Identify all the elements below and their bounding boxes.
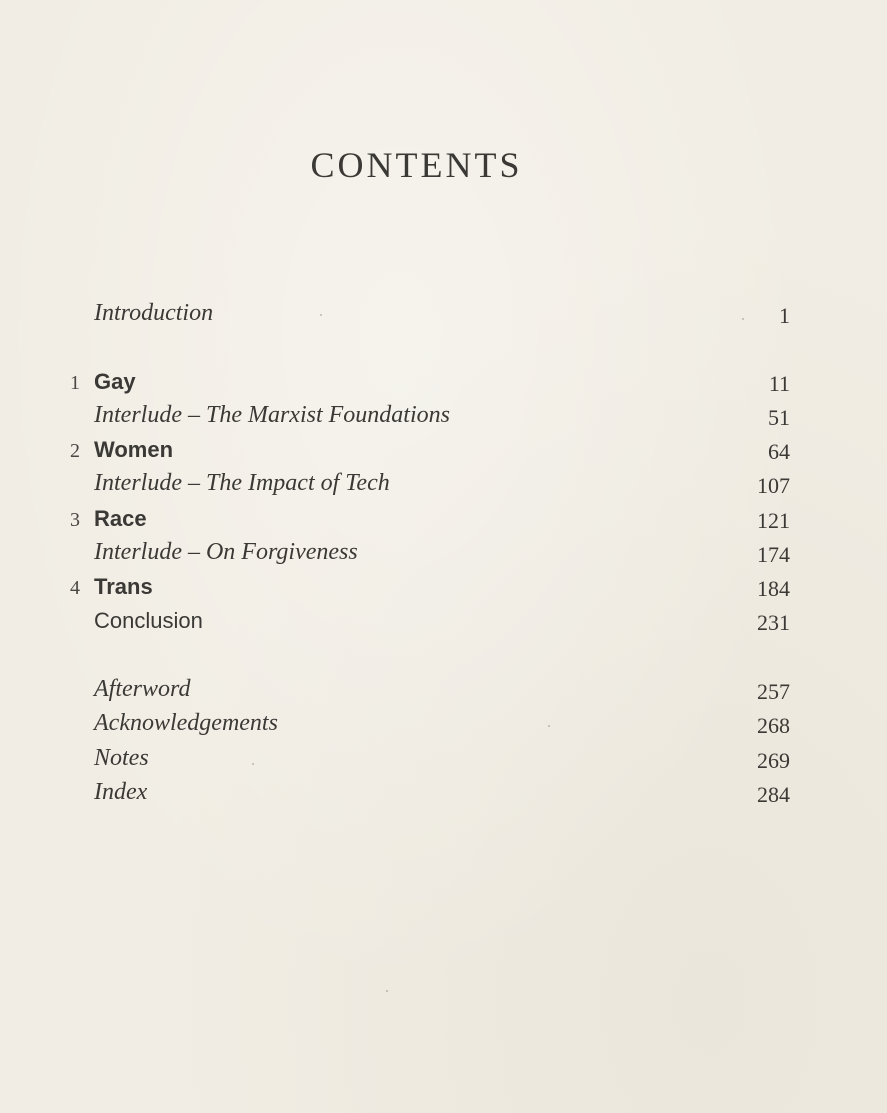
entry-number: 3 [70,509,80,531]
entry-title: Interlude – The Marxist Foundations [94,402,450,428]
entry-title: Women [94,437,174,462]
paper-speck [386,990,388,992]
entry-title: Interlude – The Impact of Tech [94,470,390,496]
paper-speck [252,763,254,765]
entry-title: Afterword [94,676,191,702]
toc-entry-chapter-2 [0,436,887,470]
toc-entry-chapter-3 [0,505,887,539]
entry-page-number: 184 [757,576,790,601]
entry-title: Trans [94,574,153,599]
entry-page-number: 51 [768,405,790,430]
entry-title: Introduction [94,300,214,326]
entry-title: Notes [94,745,149,771]
toc-entry-acknowledgements [0,710,887,744]
page-title: CONTENTS [310,145,523,185]
toc-entry-interlude-2 [0,470,887,504]
entry-page-number: 284 [757,782,790,807]
toc-entry-interlude-3 [0,539,887,573]
entry-title: Interlude – On Forgiveness [94,539,358,565]
entry-page-number: 257 [757,679,790,704]
entry-title: Conclusion [94,608,203,633]
entry-page-number: 231 [757,610,790,635]
entry-title: Acknowledgements [94,710,278,736]
entry-page-number: 269 [757,748,790,773]
paper-speck [548,725,550,727]
entry-page-number: 1 [779,303,790,328]
toc-entry-afterword [0,676,887,710]
entry-page-number: 268 [757,713,790,738]
toc-entry-conclusion [0,607,887,641]
entry-title: Index [94,779,148,805]
entry-page-number: 64 [768,439,790,464]
entry-page-number: 121 [757,508,790,533]
paper-speck [742,318,744,320]
toc-entry-chapter-4 [0,573,887,607]
entry-title: Race [94,506,147,531]
entry-number: 2 [70,440,80,462]
toc-entry-index [0,779,887,813]
toc-entry-introduction [0,300,887,334]
entry-number: 1 [70,372,80,394]
entry-title: Gay [94,369,136,394]
toc-entry-notes [0,745,887,779]
entry-page-number: 107 [757,473,790,498]
paper-speck [320,314,322,316]
toc-entry-chapter-1 [0,368,887,402]
entry-number: 4 [70,577,80,599]
toc-entry-interlude-1 [0,402,887,436]
entry-page-number: 174 [757,542,790,567]
entry-page-number: 11 [768,371,790,396]
